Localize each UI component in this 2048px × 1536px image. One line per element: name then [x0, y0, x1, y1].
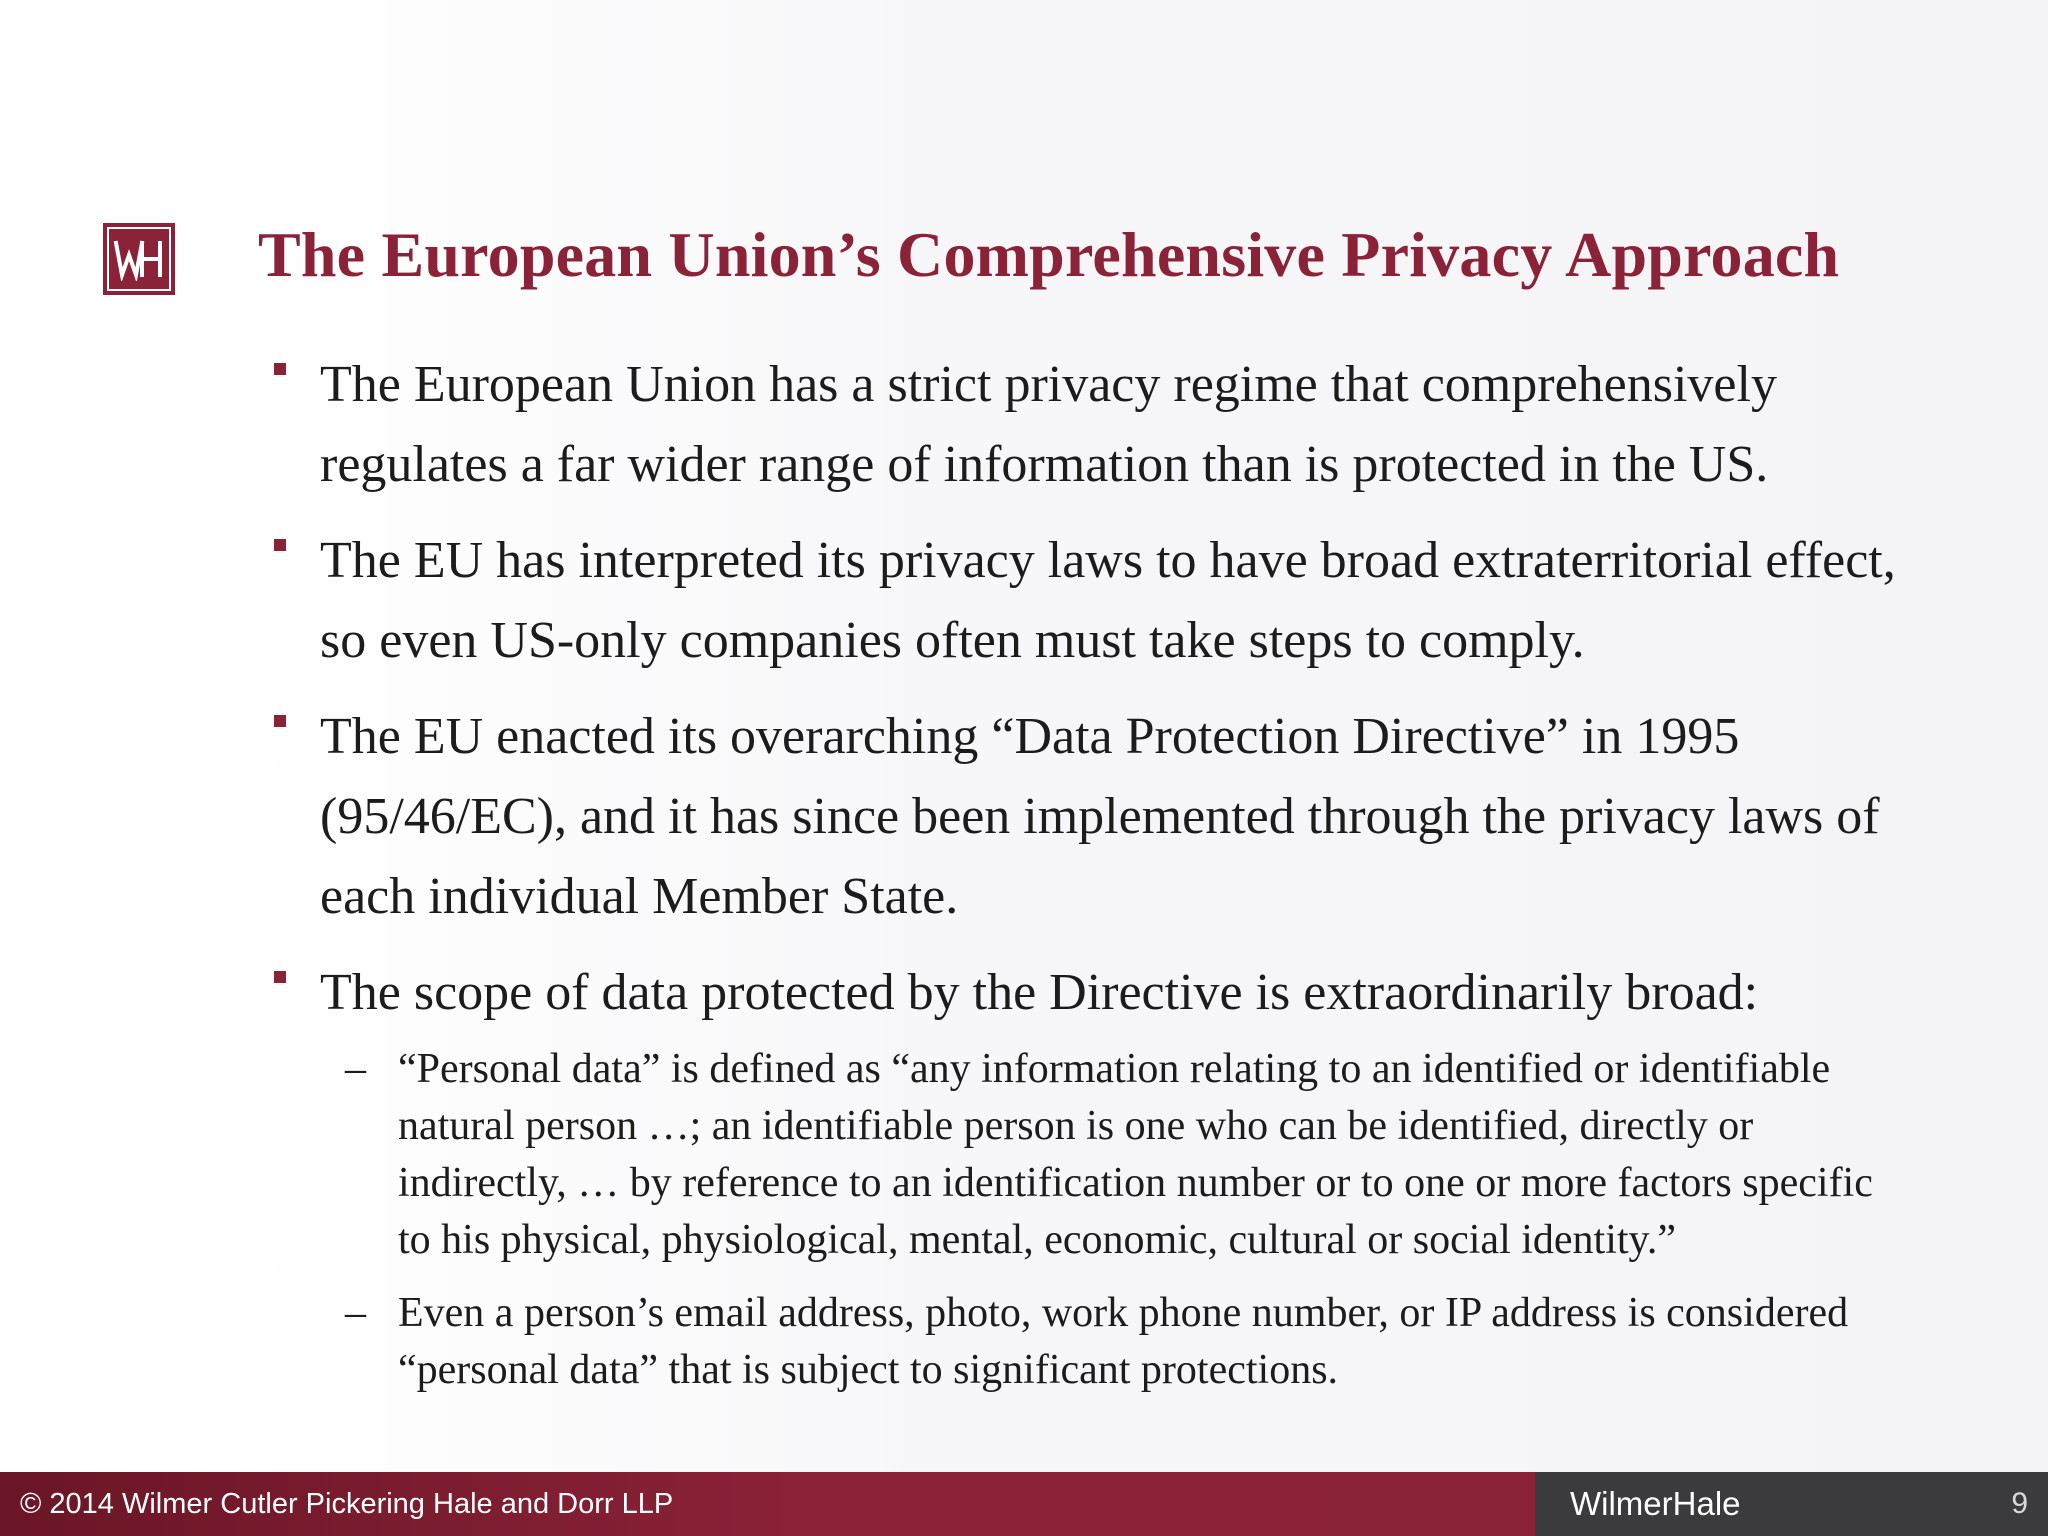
brand-name: WilmerHale	[1570, 1485, 1741, 1522]
square-bullet-icon	[274, 715, 286, 727]
page-number: 9	[2011, 1487, 2028, 1520]
bullet-text: The EU has interpreted its privacy laws to have broad extraterritorial effect, so even US-only companies often must take steps to comply.	[320, 532, 1896, 669]
dash-marker: –	[345, 1290, 366, 1336]
copyright-text: © 2014 Wilmer Cutler Pickering Hale and Dorr LLP	[20, 1487, 674, 1520]
sub-bullet-item	[270, 1041, 1910, 1269]
footer	[0, 1472, 2048, 1536]
bullet-text: The EU enacted its overarching “Data Protection Directive” in 1995 (95/46/EC), and it has since been implemented through the privacy laws of each individual Member State.	[320, 708, 1880, 925]
square-bullet-icon	[274, 971, 286, 983]
bullet-item	[270, 697, 1910, 937]
dash-marker: –	[345, 1046, 366, 1092]
square-bullet-icon	[274, 539, 286, 551]
bullet-item	[270, 521, 1910, 681]
square-bullet-icon	[274, 363, 286, 375]
footer-brand-bar	[1535, 1472, 2048, 1536]
sub-bullet-list	[270, 1041, 1910, 1399]
bullet-text: The European Union has a strict privacy regime that comprehensively regulates a far wider range of information than is protected in the US.	[320, 356, 1777, 493]
bullet-item	[270, 953, 1910, 1033]
footer-copyright	[0, 1472, 1535, 1536]
slide-title: The European Union’s Comprehensive Privacy Approach	[258, 219, 1840, 290]
wh-logo-mark	[113, 237, 165, 281]
slide-content	[270, 345, 1910, 1415]
wh-logo	[103, 223, 175, 295]
sub-bullet-item	[270, 1285, 1910, 1399]
sub-bullet-text: “Personal data” is defined as “any information relating to an identified or identifiable natural person …; an identifiable person is one who can be identified, directly or indirectly, … by reference to an identification number or to one or more factors specific to his physical, physiological, mental, economic, cultural or social identity.”	[398, 1046, 1873, 1263]
bullet-text: The scope of data protected by the Directive is extraordinarily broad:	[320, 964, 1759, 1021]
sub-bullet-text: Even a person’s email address, photo, work phone number, or IP address is considered “personal data” that is subject to significant protections.	[398, 1290, 1849, 1393]
bullet-item	[270, 345, 1910, 505]
